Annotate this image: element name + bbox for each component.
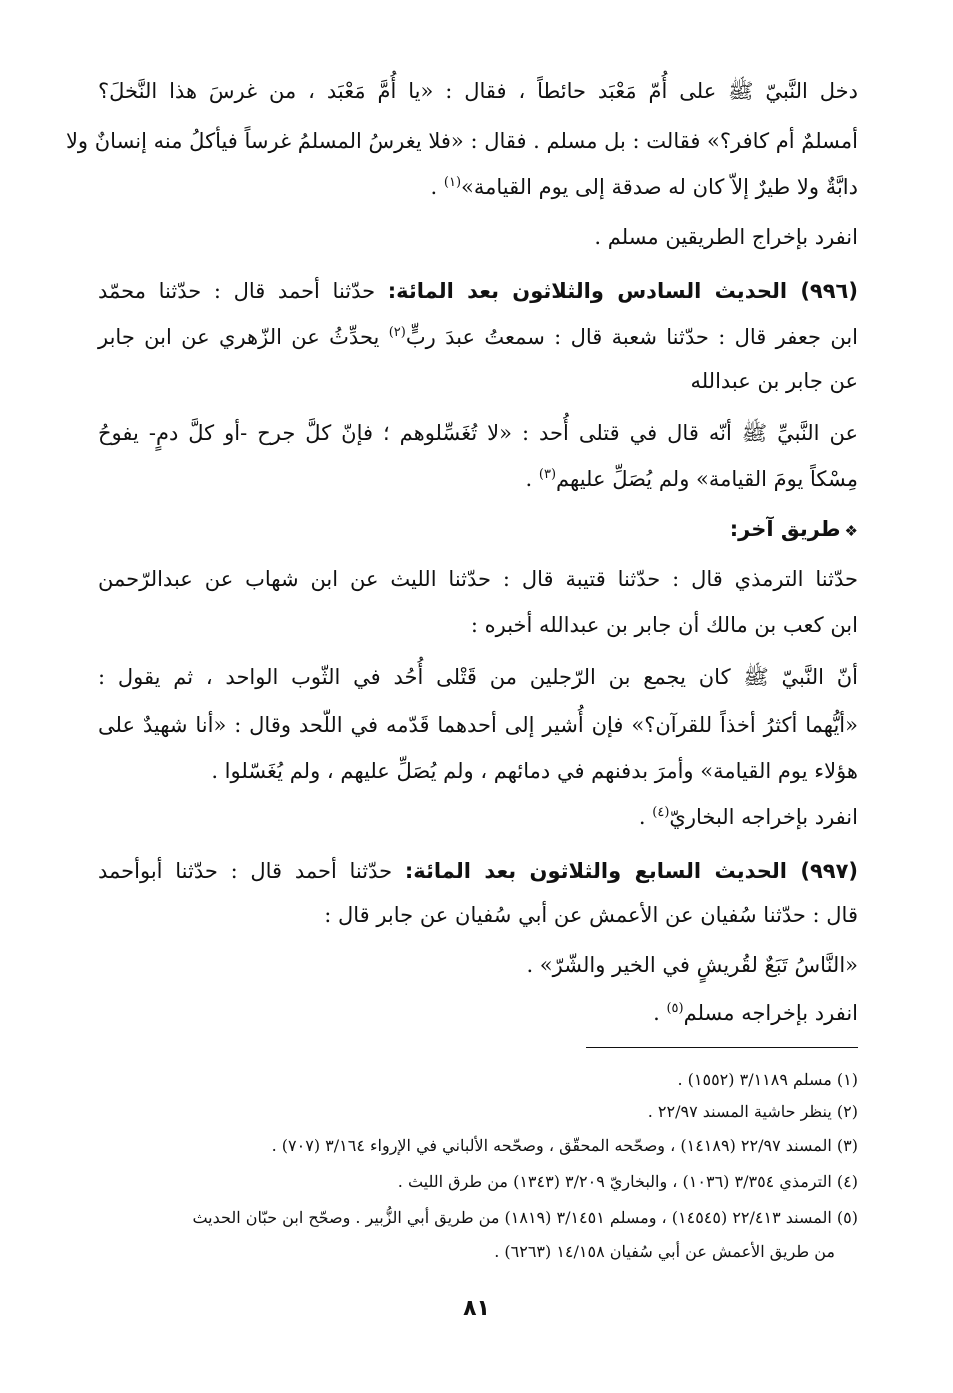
body-text: يحدِّثُ عن الزّهري عن ابن جابر — [98, 325, 389, 349]
body-line — [639, 802, 858, 832]
body-text: . — [430, 175, 444, 199]
body-text: ابن جعفر قال : حدّثنا شعبة قال : سمعتُ عبدَ ربٍّ — [405, 325, 858, 349]
body-line: «أيُّهما أكثرُ أخذاً للقرآن؟» فإن أُشير إلى أحدهما قَدّمه في اللّحد وقال : «أنا شهيدٌ على — [98, 713, 858, 737]
body-line: حدّثنا الترمذي قال : حدّثنا قتيبة قال : حدّثنا الليث عن ابن شهاب عن عبدالرّحمن — [98, 567, 858, 591]
footnote-ref: (٢) — [388, 325, 406, 340]
section-heading — [730, 514, 858, 546]
body-line — [98, 322, 858, 352]
footnote-ref: (١) — [443, 175, 462, 190]
body-line: قال : حدّثنا سُفيان عن الأعمش عن أبي سُفيان عن جابر قال : — [324, 903, 858, 927]
section-label: طريق آخر: — [729, 517, 841, 541]
body-line: أمسلمٌ أم كافر؟» فقالت : بل مسلم . فقال : «فلا يغرسُ المسلمُ غرساً فيأكلُ منه إنسانٌ ولا — [65, 129, 858, 153]
footnote-ref: (٤) — [652, 805, 670, 820]
footnote-separator — [586, 1047, 858, 1048]
footnote: (٣) المسند ٢٢/٩٧ (١٤١٨٩) ، وصحّحه المحقّق ، وصحّحه الألباني في الإرواء ٣/١٦٤ (٧٠٧) . — [271, 1136, 858, 1155]
body-line: عن النَّبيِّ ﷺ أنّه قال في قتلى أُحد : «لا تُغَسِّلوهم ؛ فإنّ كلَّ جرح -أو كلَّ دمٍ- يفوحُ — [98, 421, 858, 445]
body-line — [526, 464, 858, 494]
body-text: . — [638, 805, 653, 829]
body-line: انفرد بإخراج الطريقين مسلم . — [594, 225, 858, 249]
body-text: انفرد بإخراجه مسلم — [683, 1001, 858, 1025]
body-text: دابَّةٌ ولا طيرٌ إلاّ كان له صدقة إلى يوم القيامة» — [461, 175, 858, 199]
footnote-ref: (٥) — [666, 1001, 684, 1016]
body-line: ابن كعب بن مالك أن جابر بن عبدالله أخبره : — [470, 613, 858, 637]
body-text: مِسْكاً يومَ القيامة» ولم يُصَلِّ عليهم — [556, 467, 858, 491]
body-line: هؤلاء يوم القيامة» وأمرَ بدفنهم في دمائهم ، ولم يُصَلِّ عليهم ، ولم يُغَسّلوا . — [211, 759, 858, 783]
hadith-heading-line — [98, 276, 858, 306]
diamond-bullet-icon: ❖ — [844, 522, 858, 540]
footnote: من طريق الأعمش عن أبي سُفيان ١٤/١٥٨ (٦٢٦٣) . — [494, 1242, 835, 1261]
body-line: أنّ النَّبيّ ﷺ كان يجمع بن الرّجلين من قَتْلى أُحُد في الثّوب الواحد ، ثم يقول : — [98, 665, 858, 689]
body-text: . — [653, 1001, 667, 1025]
footnote: (٤) الترمذي ٣/٣٥٤ (١٠٣٦) ، والبخاريّ ٣/٢٠٩ (١٣٤٣) من طرق الليث . — [397, 1172, 858, 1191]
page-number: ٨١ — [463, 1296, 490, 1321]
body-text: حدّثنا أحمد قال : حدّثنا أبوأحمد — [98, 859, 405, 883]
body-line: «النَّاسُ تَبَعٌ لقُريشٍ في الخير والشّرّ» . — [526, 953, 858, 977]
footnote: (٥) المسند ٢٢/٤١٣ (١٤٥٤٥) ، ومسلم ٣/١٤٥١ (١٨١٩) من طريق أبي الزُّبير . وصحّح ابن حبّان الحديث — [192, 1208, 858, 1227]
body-text: . — [525, 467, 539, 491]
body-text: انفرد بإخراجه البخاريّ — [669, 805, 858, 829]
body-line: عن جابر بن عبدالله — [690, 369, 858, 393]
hadith-heading: (٩٩٧) الحديث السابع والثلاثون بعد المائة: — [404, 859, 859, 883]
hadith-heading-line — [98, 856, 858, 886]
body-line — [431, 172, 858, 202]
body-line — [653, 998, 858, 1028]
body-line: دخل النَّبيّ ﷺ على أُمّ مَعْبَد حائطاً ، فقال : «يا أُمَّ مَعْبَد ، من غرسَ هذا النَّخلَ؟ — [98, 79, 858, 103]
footnote-ref: (٣) — [538, 467, 557, 482]
body-text: حدّثنا أحمد قال : حدّثنا محمّد — [98, 279, 388, 303]
hadith-heading: (٩٩٦) الحديث السادس والثلاثون بعد المائة: — [387, 279, 858, 303]
footnote: (١) مسلم ٣/١١٨٩ (١٥٥٢) . — [677, 1070, 858, 1089]
footnote: (٢) ينظر حاشية المسند ٢٢/٩٧ . — [647, 1102, 858, 1121]
